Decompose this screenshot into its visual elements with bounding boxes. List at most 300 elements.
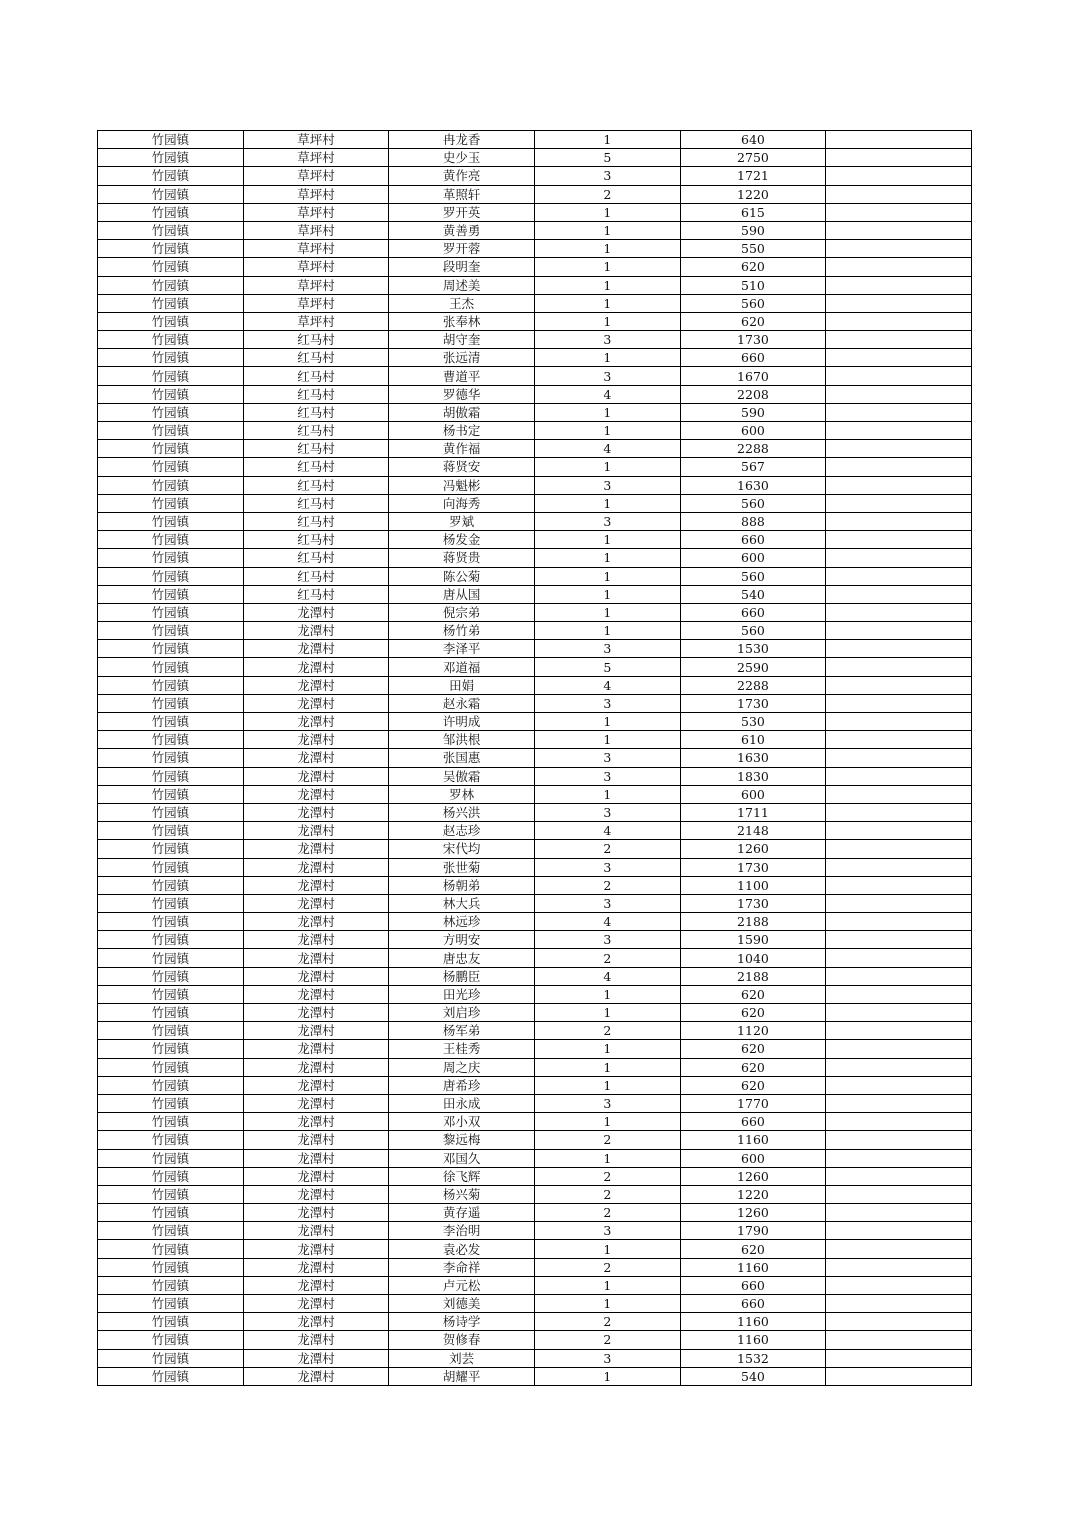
count-cell: 1 bbox=[534, 1276, 680, 1294]
township-cell: 竹园镇 bbox=[98, 1094, 244, 1112]
township-cell: 竹园镇 bbox=[98, 240, 244, 258]
village-cell: 红马村 bbox=[243, 331, 389, 349]
village-cell: 草坪村 bbox=[243, 276, 389, 294]
table-row bbox=[98, 676, 972, 694]
village-cell: 龙潭村 bbox=[243, 640, 389, 658]
name-cell: 罗斌 bbox=[389, 512, 535, 530]
amount-cell: 2208 bbox=[680, 385, 826, 403]
count-cell: 1 bbox=[534, 585, 680, 603]
note-cell bbox=[826, 931, 972, 949]
village-cell: 龙潭村 bbox=[243, 1167, 389, 1185]
amount-cell: 620 bbox=[680, 985, 826, 1003]
amount-cell: 560 bbox=[680, 622, 826, 640]
township-cell: 竹园镇 bbox=[98, 1185, 244, 1203]
count-cell: 2 bbox=[534, 1331, 680, 1349]
note-cell bbox=[826, 258, 972, 276]
count-cell: 1 bbox=[534, 276, 680, 294]
count-cell: 4 bbox=[534, 385, 680, 403]
amount-cell: 1730 bbox=[680, 331, 826, 349]
name-cell: 冉龙香 bbox=[389, 131, 535, 149]
note-cell bbox=[826, 1349, 972, 1367]
township-cell: 竹园镇 bbox=[98, 1204, 244, 1222]
township-cell: 竹园镇 bbox=[98, 458, 244, 476]
note-cell bbox=[826, 1276, 972, 1294]
township-cell: 竹园镇 bbox=[98, 221, 244, 239]
township-cell: 竹园镇 bbox=[98, 785, 244, 803]
table-row bbox=[98, 403, 972, 421]
table-row bbox=[98, 1295, 972, 1313]
count-cell: 2 bbox=[534, 1131, 680, 1149]
table-row bbox=[98, 149, 972, 167]
table-row bbox=[98, 931, 972, 949]
name-cell: 杨军弟 bbox=[389, 1022, 535, 1040]
amount-cell: 590 bbox=[680, 221, 826, 239]
note-cell bbox=[826, 1094, 972, 1112]
name-cell: 王杰 bbox=[389, 294, 535, 312]
count-cell: 1 bbox=[534, 422, 680, 440]
village-cell: 龙潭村 bbox=[243, 1367, 389, 1385]
count-cell: 3 bbox=[534, 512, 680, 530]
township-cell: 竹园镇 bbox=[98, 1004, 244, 1022]
note-cell bbox=[826, 240, 972, 258]
village-cell: 龙潭村 bbox=[243, 694, 389, 712]
amount-cell: 620 bbox=[680, 312, 826, 330]
township-cell: 竹园镇 bbox=[98, 512, 244, 530]
village-cell: 龙潭村 bbox=[243, 1185, 389, 1203]
amount-cell: 620 bbox=[680, 1240, 826, 1258]
amount-cell: 2148 bbox=[680, 822, 826, 840]
name-cell: 杨书定 bbox=[389, 422, 535, 440]
township-cell: 竹园镇 bbox=[98, 876, 244, 894]
count-cell: 1 bbox=[534, 1058, 680, 1076]
township-cell: 竹园镇 bbox=[98, 349, 244, 367]
village-cell: 龙潭村 bbox=[243, 1222, 389, 1240]
count-cell: 1 bbox=[534, 731, 680, 749]
count-cell: 1 bbox=[534, 258, 680, 276]
name-cell: 张奉林 bbox=[389, 312, 535, 330]
township-cell: 竹园镇 bbox=[98, 1331, 244, 1349]
village-cell: 龙潭村 bbox=[243, 1349, 389, 1367]
name-cell: 周之庆 bbox=[389, 1058, 535, 1076]
village-cell: 草坪村 bbox=[243, 294, 389, 312]
count-cell: 1 bbox=[534, 294, 680, 312]
name-cell: 黄善勇 bbox=[389, 221, 535, 239]
table-row bbox=[98, 1185, 972, 1203]
name-cell: 李命祥 bbox=[389, 1258, 535, 1276]
name-cell: 黄作亮 bbox=[389, 167, 535, 185]
count-cell: 4 bbox=[534, 913, 680, 931]
table-row bbox=[98, 858, 972, 876]
count-cell: 1 bbox=[534, 494, 680, 512]
amount-cell: 600 bbox=[680, 549, 826, 567]
name-cell: 赵永霜 bbox=[389, 694, 535, 712]
name-cell: 唐从国 bbox=[389, 585, 535, 603]
name-cell: 冯魁彬 bbox=[389, 476, 535, 494]
note-cell bbox=[826, 131, 972, 149]
village-cell: 龙潭村 bbox=[243, 731, 389, 749]
note-cell bbox=[826, 312, 972, 330]
amount-cell: 2288 bbox=[680, 440, 826, 458]
amount-cell: 1160 bbox=[680, 1331, 826, 1349]
table-row bbox=[98, 531, 972, 549]
amount-cell: 620 bbox=[680, 258, 826, 276]
village-cell: 草坪村 bbox=[243, 221, 389, 239]
amount-cell: 2288 bbox=[680, 676, 826, 694]
count-cell: 2 bbox=[534, 185, 680, 203]
note-cell bbox=[826, 276, 972, 294]
village-cell: 红马村 bbox=[243, 440, 389, 458]
amount-cell: 560 bbox=[680, 567, 826, 585]
table-row bbox=[98, 1076, 972, 1094]
township-cell: 竹园镇 bbox=[98, 931, 244, 949]
count-cell: 1 bbox=[534, 549, 680, 567]
count-cell: 3 bbox=[534, 858, 680, 876]
township-cell: 竹园镇 bbox=[98, 1058, 244, 1076]
township-cell: 竹园镇 bbox=[98, 531, 244, 549]
village-cell: 龙潭村 bbox=[243, 1131, 389, 1149]
township-cell: 竹园镇 bbox=[98, 1313, 244, 1331]
table-row bbox=[98, 603, 972, 621]
village-cell: 红马村 bbox=[243, 422, 389, 440]
township-cell: 竹园镇 bbox=[98, 440, 244, 458]
note-cell bbox=[826, 1222, 972, 1240]
amount-cell: 1040 bbox=[680, 949, 826, 967]
township-cell: 竹园镇 bbox=[98, 1149, 244, 1167]
village-cell: 草坪村 bbox=[243, 149, 389, 167]
note-cell bbox=[826, 731, 972, 749]
count-cell: 3 bbox=[534, 931, 680, 949]
table-row bbox=[98, 1331, 972, 1349]
count-cell: 1 bbox=[534, 1113, 680, 1131]
note-cell bbox=[826, 603, 972, 621]
count-cell: 2 bbox=[534, 949, 680, 967]
township-cell: 竹园镇 bbox=[98, 967, 244, 985]
note-cell bbox=[826, 1167, 972, 1185]
table-row bbox=[98, 694, 972, 712]
amount-cell: 550 bbox=[680, 240, 826, 258]
township-cell: 竹园镇 bbox=[98, 1076, 244, 1094]
note-cell bbox=[826, 1240, 972, 1258]
note-cell bbox=[826, 1131, 972, 1149]
count-cell: 2 bbox=[534, 1258, 680, 1276]
village-cell: 红马村 bbox=[243, 458, 389, 476]
name-cell: 黎远梅 bbox=[389, 1131, 535, 1149]
amount-cell: 660 bbox=[680, 1295, 826, 1313]
table-row bbox=[98, 331, 972, 349]
count-cell: 2 bbox=[534, 1022, 680, 1040]
name-cell: 罗林 bbox=[389, 785, 535, 803]
amount-cell: 1530 bbox=[680, 640, 826, 658]
name-cell: 刘德美 bbox=[389, 1295, 535, 1313]
name-cell: 周述美 bbox=[389, 276, 535, 294]
amount-cell: 1220 bbox=[680, 1185, 826, 1203]
amount-cell: 600 bbox=[680, 1149, 826, 1167]
note-cell bbox=[826, 858, 972, 876]
village-cell: 龙潭村 bbox=[243, 1113, 389, 1131]
amount-cell: 1630 bbox=[680, 749, 826, 767]
count-cell: 1 bbox=[534, 349, 680, 367]
township-cell: 竹园镇 bbox=[98, 676, 244, 694]
name-cell: 林大兵 bbox=[389, 894, 535, 912]
count-cell: 3 bbox=[534, 167, 680, 185]
note-cell bbox=[826, 440, 972, 458]
table-row bbox=[98, 1258, 972, 1276]
village-cell: 龙潭村 bbox=[243, 1295, 389, 1313]
count-cell: 1 bbox=[534, 603, 680, 621]
village-cell: 红马村 bbox=[243, 403, 389, 421]
township-cell: 竹园镇 bbox=[98, 385, 244, 403]
township-cell: 竹园镇 bbox=[98, 767, 244, 785]
count-cell: 1 bbox=[534, 458, 680, 476]
count-cell: 2 bbox=[534, 876, 680, 894]
name-cell: 李泽平 bbox=[389, 640, 535, 658]
count-cell: 3 bbox=[534, 331, 680, 349]
name-cell: 吴傲霜 bbox=[389, 767, 535, 785]
township-cell: 竹园镇 bbox=[98, 822, 244, 840]
note-cell bbox=[826, 694, 972, 712]
count-cell: 2 bbox=[534, 1167, 680, 1185]
village-cell: 龙潭村 bbox=[243, 931, 389, 949]
note-cell bbox=[826, 1113, 972, 1131]
amount-cell: 660 bbox=[680, 1276, 826, 1294]
township-cell: 竹园镇 bbox=[98, 1367, 244, 1385]
name-cell: 邓道福 bbox=[389, 658, 535, 676]
table-row bbox=[98, 658, 972, 676]
township-cell: 竹园镇 bbox=[98, 622, 244, 640]
count-cell: 3 bbox=[534, 1349, 680, 1367]
name-cell: 罗开英 bbox=[389, 203, 535, 221]
note-cell bbox=[826, 785, 972, 803]
table-row bbox=[98, 1240, 972, 1258]
township-cell: 竹园镇 bbox=[98, 731, 244, 749]
name-cell: 王桂秀 bbox=[389, 1040, 535, 1058]
township-cell: 竹园镇 bbox=[98, 1258, 244, 1276]
township-cell: 竹园镇 bbox=[98, 840, 244, 858]
note-cell bbox=[826, 1076, 972, 1094]
count-cell: 1 bbox=[534, 221, 680, 239]
village-cell: 红马村 bbox=[243, 349, 389, 367]
township-cell: 竹园镇 bbox=[98, 894, 244, 912]
village-cell: 龙潭村 bbox=[243, 894, 389, 912]
amount-cell: 1730 bbox=[680, 894, 826, 912]
name-cell: 蒋贤贵 bbox=[389, 549, 535, 567]
note-cell bbox=[826, 549, 972, 567]
note-cell bbox=[826, 713, 972, 731]
count-cell: 3 bbox=[534, 1094, 680, 1112]
note-cell bbox=[826, 367, 972, 385]
note-cell bbox=[826, 622, 972, 640]
village-cell: 龙潭村 bbox=[243, 749, 389, 767]
village-cell: 红马村 bbox=[243, 494, 389, 512]
count-cell: 3 bbox=[534, 476, 680, 494]
count-cell: 1 bbox=[534, 1149, 680, 1167]
table-row bbox=[98, 767, 972, 785]
township-cell: 竹园镇 bbox=[98, 422, 244, 440]
amount-cell: 1260 bbox=[680, 1204, 826, 1222]
amount-cell: 1120 bbox=[680, 1022, 826, 1040]
table-row bbox=[98, 476, 972, 494]
note-cell bbox=[826, 1022, 972, 1040]
table-row bbox=[98, 1004, 972, 1022]
township-cell: 竹园镇 bbox=[98, 149, 244, 167]
name-cell: 段明奎 bbox=[389, 258, 535, 276]
township-cell: 竹园镇 bbox=[98, 1222, 244, 1240]
table-row bbox=[98, 1131, 972, 1149]
table-row bbox=[98, 1113, 972, 1131]
name-cell: 杨鹏臣 bbox=[389, 967, 535, 985]
village-cell: 龙潭村 bbox=[243, 985, 389, 1003]
table-row bbox=[98, 713, 972, 731]
table-row bbox=[98, 967, 972, 985]
amount-cell: 1220 bbox=[680, 185, 826, 203]
township-cell: 竹园镇 bbox=[98, 494, 244, 512]
count-cell: 4 bbox=[534, 822, 680, 840]
amount-cell: 1532 bbox=[680, 1349, 826, 1367]
name-cell: 杨竹弟 bbox=[389, 622, 535, 640]
township-cell: 竹园镇 bbox=[98, 312, 244, 330]
count-cell: 1 bbox=[534, 1295, 680, 1313]
table-row bbox=[98, 458, 972, 476]
count-cell: 1 bbox=[534, 403, 680, 421]
amount-cell: 1160 bbox=[680, 1258, 826, 1276]
table-row bbox=[98, 494, 972, 512]
table-row bbox=[98, 1276, 972, 1294]
village-cell: 红马村 bbox=[243, 585, 389, 603]
amount-cell: 1730 bbox=[680, 694, 826, 712]
village-cell: 龙潭村 bbox=[243, 1258, 389, 1276]
count-cell: 3 bbox=[534, 749, 680, 767]
note-cell bbox=[826, 167, 972, 185]
note-cell bbox=[826, 676, 972, 694]
table-row bbox=[98, 567, 972, 585]
name-cell: 贺修春 bbox=[389, 1331, 535, 1349]
note-cell bbox=[826, 840, 972, 858]
note-cell bbox=[826, 876, 972, 894]
village-cell: 龙潭村 bbox=[243, 1004, 389, 1022]
note-cell bbox=[826, 331, 972, 349]
village-cell: 红马村 bbox=[243, 385, 389, 403]
table-row bbox=[98, 1349, 972, 1367]
village-cell: 草坪村 bbox=[243, 167, 389, 185]
name-cell: 徐飞辉 bbox=[389, 1167, 535, 1185]
note-cell bbox=[826, 531, 972, 549]
township-cell: 竹园镇 bbox=[98, 1295, 244, 1313]
village-cell: 龙潭村 bbox=[243, 1276, 389, 1294]
name-cell: 杨朝弟 bbox=[389, 876, 535, 894]
amount-cell: 600 bbox=[680, 422, 826, 440]
count-cell: 1 bbox=[534, 1240, 680, 1258]
name-cell: 杨兴洪 bbox=[389, 803, 535, 821]
table-row bbox=[98, 876, 972, 894]
note-cell bbox=[826, 1331, 972, 1349]
count-cell: 5 bbox=[534, 658, 680, 676]
township-cell: 竹园镇 bbox=[98, 258, 244, 276]
table-row bbox=[98, 512, 972, 530]
township-cell: 竹园镇 bbox=[98, 403, 244, 421]
table-row bbox=[98, 385, 972, 403]
note-cell bbox=[826, 149, 972, 167]
table-row bbox=[98, 894, 972, 912]
name-cell: 邓小双 bbox=[389, 1113, 535, 1131]
name-cell: 倪宗弟 bbox=[389, 603, 535, 621]
township-cell: 竹园镇 bbox=[98, 858, 244, 876]
name-cell: 刘芸 bbox=[389, 1349, 535, 1367]
township-cell: 竹园镇 bbox=[98, 913, 244, 931]
name-cell: 赵志珍 bbox=[389, 822, 535, 840]
count-cell: 4 bbox=[534, 440, 680, 458]
village-cell: 龙潭村 bbox=[243, 967, 389, 985]
name-cell: 刘启珍 bbox=[389, 1004, 535, 1022]
count-cell: 3 bbox=[534, 367, 680, 385]
count-cell: 1 bbox=[534, 622, 680, 640]
name-cell: 田永成 bbox=[389, 1094, 535, 1112]
village-cell: 龙潭村 bbox=[243, 822, 389, 840]
village-cell: 龙潭村 bbox=[243, 1331, 389, 1349]
count-cell: 1 bbox=[534, 1076, 680, 1094]
township-cell: 竹园镇 bbox=[98, 203, 244, 221]
name-cell: 罗德华 bbox=[389, 385, 535, 403]
village-cell: 龙潭村 bbox=[243, 1204, 389, 1222]
table-row bbox=[98, 203, 972, 221]
name-cell: 张国惠 bbox=[389, 749, 535, 767]
name-cell: 黄作福 bbox=[389, 440, 535, 458]
note-cell bbox=[826, 294, 972, 312]
name-cell: 史少玉 bbox=[389, 149, 535, 167]
note-cell bbox=[826, 494, 972, 512]
name-cell: 田光珍 bbox=[389, 985, 535, 1003]
note-cell bbox=[826, 1258, 972, 1276]
township-cell: 竹园镇 bbox=[98, 331, 244, 349]
note-cell bbox=[826, 458, 972, 476]
count-cell: 3 bbox=[534, 640, 680, 658]
amount-cell: 540 bbox=[680, 1367, 826, 1385]
name-cell: 邹洪根 bbox=[389, 731, 535, 749]
table-row bbox=[98, 731, 972, 749]
amount-cell: 590 bbox=[680, 403, 826, 421]
village-cell: 草坪村 bbox=[243, 185, 389, 203]
note-cell bbox=[826, 1367, 972, 1385]
name-cell: 方明安 bbox=[389, 931, 535, 949]
table-row bbox=[98, 294, 972, 312]
name-cell: 李治明 bbox=[389, 1222, 535, 1240]
table-row bbox=[98, 440, 972, 458]
name-cell: 宋代均 bbox=[389, 840, 535, 858]
name-cell: 张世菊 bbox=[389, 858, 535, 876]
village-cell: 龙潭村 bbox=[243, 858, 389, 876]
township-cell: 竹园镇 bbox=[98, 1113, 244, 1131]
village-cell: 红马村 bbox=[243, 549, 389, 567]
table-row bbox=[98, 1022, 972, 1040]
note-cell bbox=[826, 967, 972, 985]
amount-cell: 1711 bbox=[680, 803, 826, 821]
township-cell: 竹园镇 bbox=[98, 1349, 244, 1367]
amount-cell: 620 bbox=[680, 1040, 826, 1058]
table-row bbox=[98, 258, 972, 276]
township-cell: 竹园镇 bbox=[98, 603, 244, 621]
amount-cell: 2750 bbox=[680, 149, 826, 167]
note-cell bbox=[826, 221, 972, 239]
amount-cell: 2590 bbox=[680, 658, 826, 676]
note-cell bbox=[826, 585, 972, 603]
name-cell: 唐忠友 bbox=[389, 949, 535, 967]
township-cell: 竹园镇 bbox=[98, 476, 244, 494]
table-row bbox=[98, 312, 972, 330]
name-cell: 罗开蓉 bbox=[389, 240, 535, 258]
amount-cell: 1630 bbox=[680, 476, 826, 494]
table-row bbox=[98, 1204, 972, 1222]
amount-cell: 2188 bbox=[680, 913, 826, 931]
note-cell bbox=[826, 1004, 972, 1022]
